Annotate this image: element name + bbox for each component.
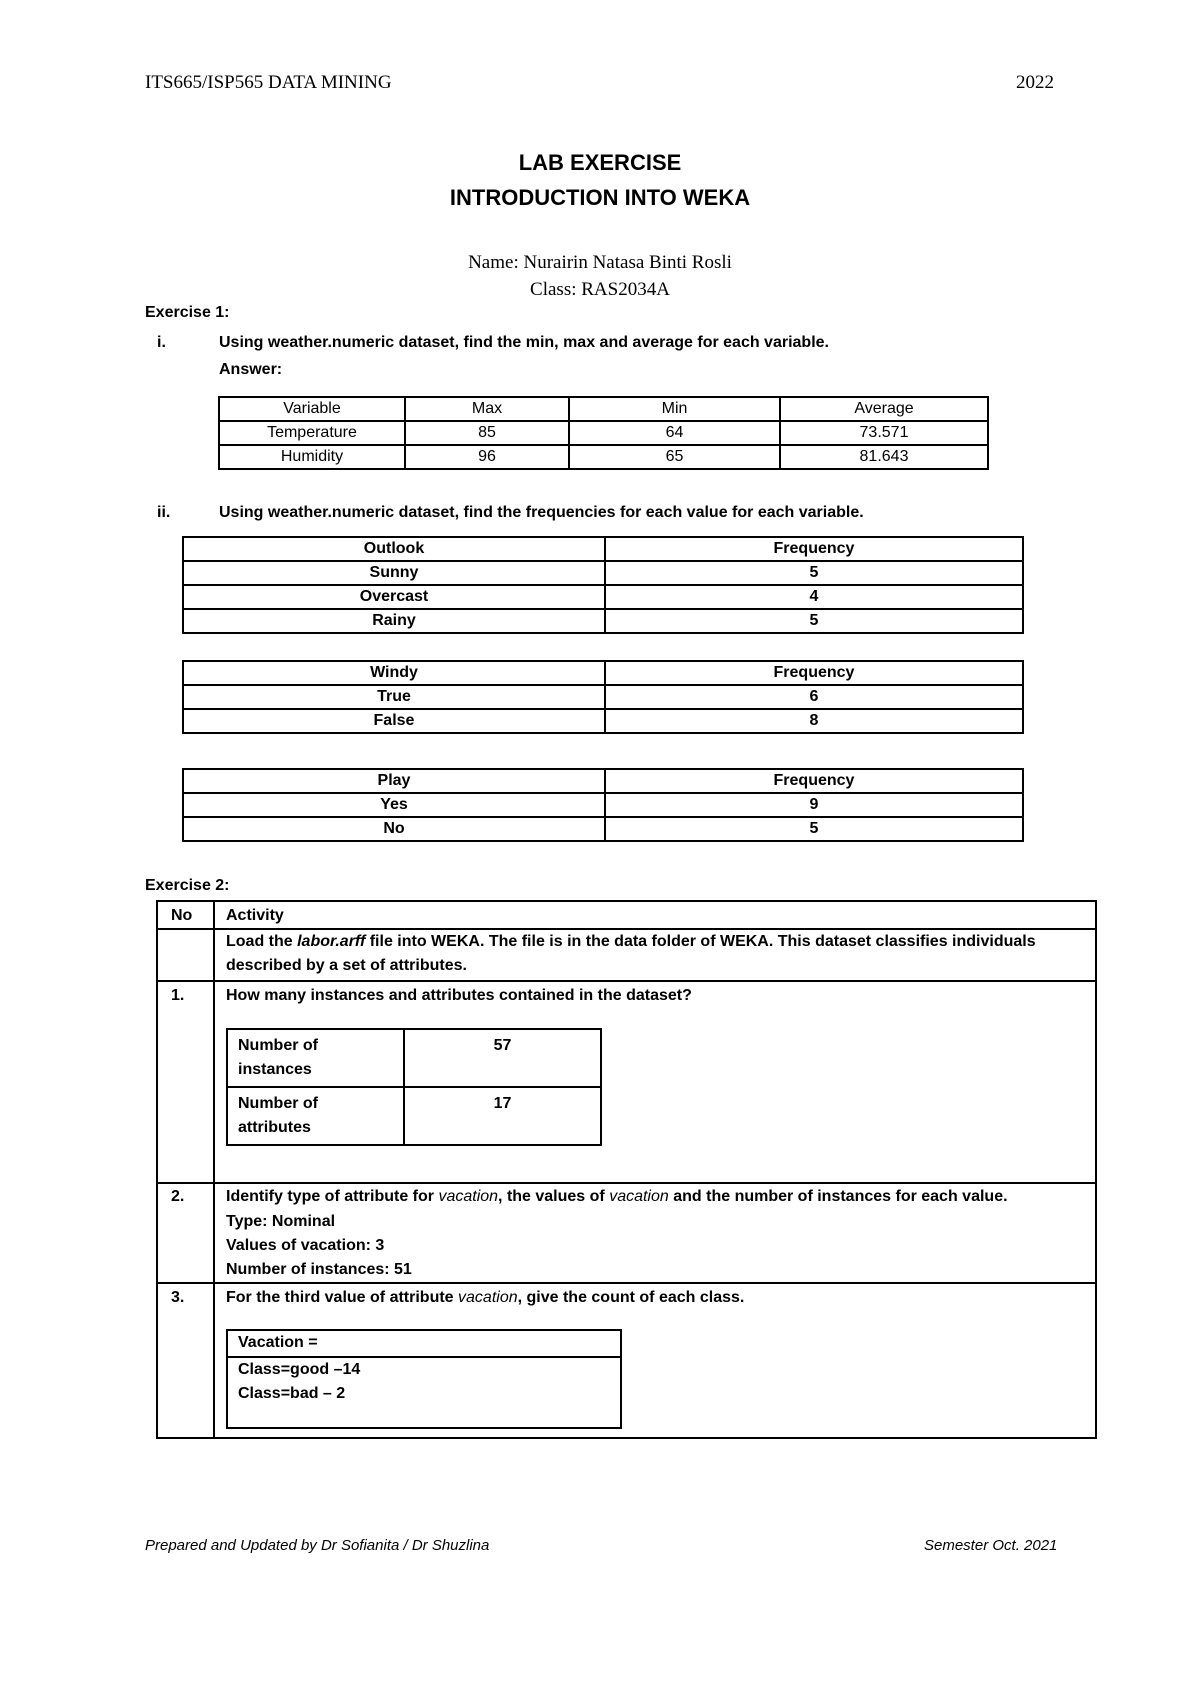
play-cell: 9 bbox=[605, 793, 1023, 817]
windy-cell: 6 bbox=[605, 685, 1023, 709]
answer-label: Answer: bbox=[219, 361, 283, 378]
q2-type: Type: Nominal bbox=[226, 1213, 336, 1230]
footer-prepared-by: Prepared and Updated by Dr Sofianita / Dr Shuzlina bbox=[145, 1537, 490, 1554]
exercise2-table bbox=[156, 900, 1097, 1439]
q2-instances: Number of instances: 51 bbox=[226, 1261, 412, 1278]
exercise2-label: Exercise 2: bbox=[145, 877, 230, 894]
class-bad-count: Class=bad – 2 bbox=[238, 1385, 346, 1402]
table-row bbox=[183, 609, 1023, 633]
exercise1-q1-num: i. bbox=[157, 334, 166, 351]
outlook-cell: Overcast bbox=[183, 585, 605, 609]
col-no-header: No bbox=[171, 907, 193, 924]
instances-label: Number of instances bbox=[227, 1029, 404, 1087]
header-course: ITS665/ISP565 DATA MINING bbox=[145, 72, 392, 93]
stats-header-max: Max bbox=[405, 397, 569, 421]
table-row bbox=[183, 585, 1023, 609]
table-row bbox=[183, 769, 1023, 793]
footer-semester: Semester Oct. 2021 bbox=[924, 1537, 1058, 1554]
labor-file-name: labor.arff bbox=[297, 933, 366, 950]
stats-cell: 81.643 bbox=[780, 445, 988, 469]
frequency-header: Frequency bbox=[605, 769, 1023, 793]
play-cell: 5 bbox=[605, 817, 1023, 841]
outlook-cell: 4 bbox=[605, 585, 1023, 609]
table-row bbox=[219, 421, 988, 445]
stats-table bbox=[218, 396, 989, 470]
exercise1-q2-text: Using weather.numeric dataset, find the frequencies for each value for each variable. bbox=[219, 504, 864, 521]
student-name: Name: Nurairin Natasa Binti Rosli bbox=[468, 252, 732, 273]
play-cell: No bbox=[183, 817, 605, 841]
header-year: 2022 bbox=[1016, 72, 1054, 93]
q2-values: Values of vacation: 3 bbox=[226, 1237, 385, 1254]
q2-text: Identify type of attribute for vacation, the values of vacation and the number of instances for each value. bbox=[226, 1188, 1008, 1205]
windy-table bbox=[182, 660, 1024, 734]
outlook-cell: Rainy bbox=[183, 609, 605, 633]
stats-header-average: Average bbox=[780, 397, 988, 421]
windy-cell: False bbox=[183, 709, 605, 733]
stats-cell: 96 bbox=[405, 445, 569, 469]
exercise1-q1-text: Using weather.numeric dataset, find the min, max and average for each variable. bbox=[219, 334, 829, 351]
q3-number: 3. bbox=[171, 1289, 185, 1306]
page-title: LAB EXERCISE bbox=[518, 150, 682, 175]
table-row bbox=[183, 793, 1023, 817]
outlook-cell: 5 bbox=[605, 609, 1023, 633]
stats-cell: Temperature bbox=[219, 421, 405, 445]
table-row bbox=[183, 537, 1023, 561]
student-class: Class: RAS2034A bbox=[530, 279, 670, 300]
table-row bbox=[227, 1029, 601, 1087]
table-row bbox=[183, 709, 1023, 733]
page-subtitle: INTRODUCTION INTO WEKA bbox=[449, 185, 751, 210]
exercise1-q2-num: ii. bbox=[157, 504, 171, 521]
table-row bbox=[183, 817, 1023, 841]
play-cell: Yes bbox=[183, 793, 605, 817]
q1-number: 1. bbox=[171, 987, 185, 1004]
table-row bbox=[183, 561, 1023, 585]
table-row bbox=[183, 661, 1023, 685]
class-good-count: Class=good –14 bbox=[238, 1361, 361, 1378]
attributes-label: Number of attributes bbox=[227, 1087, 404, 1145]
stats-header-min: Min bbox=[569, 397, 780, 421]
frequency-header: Frequency bbox=[605, 537, 1023, 561]
stats-header-variable: Variable bbox=[219, 397, 405, 421]
q1-text: How many instances and attributes contained in the dataset? bbox=[226, 987, 692, 1004]
play-header: Play bbox=[183, 769, 605, 793]
col-activity-header: Activity bbox=[226, 907, 284, 924]
windy-cell: 8 bbox=[605, 709, 1023, 733]
attributes-value: 17 bbox=[404, 1087, 601, 1145]
windy-cell: True bbox=[183, 685, 605, 709]
stats-cell: 73.571 bbox=[780, 421, 988, 445]
exercise2-intro: Load the labor.arff file into WEKA. The file is in the data folder of WEKA. This dataset classifies individuals described by a set of attributes. bbox=[226, 933, 1036, 974]
stats-cell: Humidity bbox=[219, 445, 405, 469]
vacation-box-title: Vacation = bbox=[238, 1334, 318, 1351]
q2-number: 2. bbox=[171, 1188, 185, 1205]
table-row bbox=[219, 445, 988, 469]
table-row bbox=[227, 1087, 601, 1145]
stats-cell: 65 bbox=[569, 445, 780, 469]
table-row bbox=[183, 685, 1023, 709]
instances-value: 57 bbox=[404, 1029, 601, 1087]
frequency-header: Frequency bbox=[605, 661, 1023, 685]
outlook-cell: Sunny bbox=[183, 561, 605, 585]
vacation-box bbox=[226, 1329, 622, 1429]
stats-cell: 64 bbox=[569, 421, 780, 445]
table-row bbox=[219, 397, 988, 421]
outlook-cell: 5 bbox=[605, 561, 1023, 585]
exercise1-label: Exercise 1: bbox=[145, 304, 230, 321]
windy-header: Windy bbox=[183, 661, 605, 685]
q3-text: For the third value of attribute vacation, give the count of each class. bbox=[226, 1289, 745, 1306]
stats-cell: 85 bbox=[405, 421, 569, 445]
instances-table bbox=[226, 1028, 602, 1146]
play-table bbox=[182, 768, 1024, 842]
outlook-header: Outlook bbox=[183, 537, 605, 561]
outlook-table bbox=[182, 536, 1024, 634]
